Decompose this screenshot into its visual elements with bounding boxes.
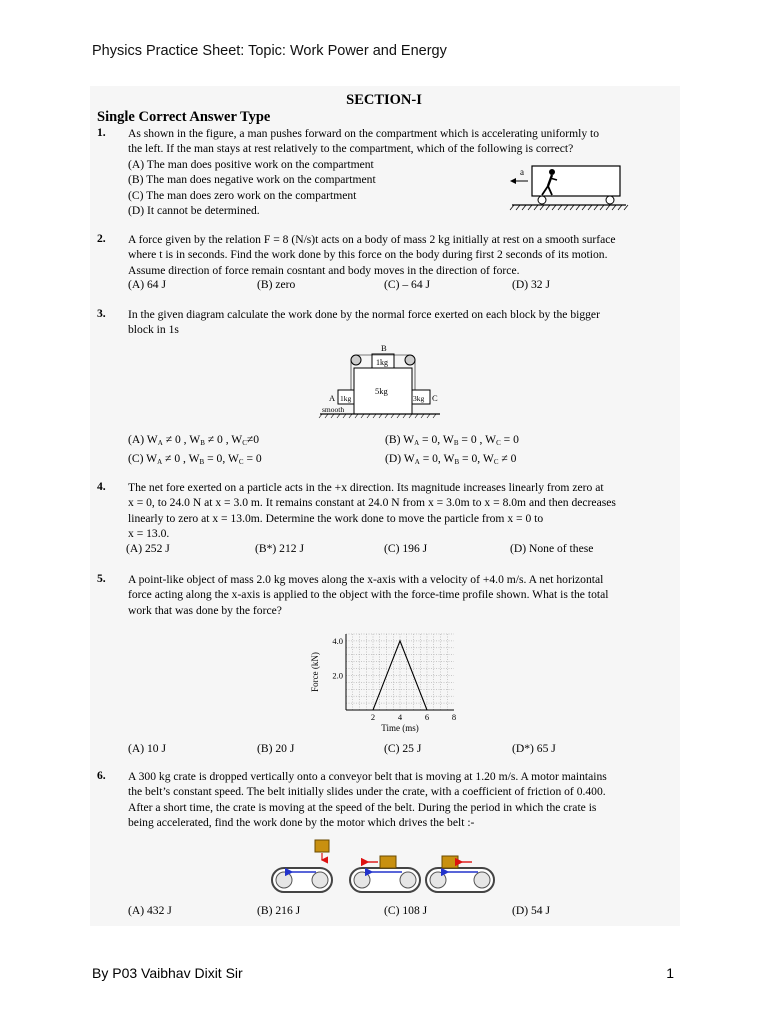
q4-option-b: (B*) 212 J xyxy=(255,542,304,555)
footer-author: By P03 Vaibhav Dixit Sir xyxy=(92,965,243,981)
q5-option-d: (D*) 65 J xyxy=(512,742,556,755)
q6-line1: A 300 kg crate is dropped vertically onto a conveyor belt that is moving at 1.20 m/s. A motor maintains xyxy=(128,770,607,783)
crate-dropping xyxy=(315,840,329,852)
q3-line1: In the given diagram calculate the work done by the normal force exerted on each block by the bigger xyxy=(128,308,600,321)
pulley-left xyxy=(351,355,361,365)
wheel-right xyxy=(606,196,614,204)
q2-line2: where t is in seconds. Find the work done by this force on the body during first 2 seconds of its motion. xyxy=(128,248,608,261)
q6-line3: After a short time, the crate is moving at the speed of the belt. During the period in which the crate is xyxy=(128,801,597,814)
crate-on-belt-3 xyxy=(442,856,458,868)
q2-number: 2. xyxy=(97,232,106,245)
mass-b: 1kg xyxy=(376,358,388,367)
question-type-heading: Single Correct Answer Type xyxy=(97,109,271,125)
wheel-left xyxy=(538,196,546,204)
q1-option-d: (D) It cannot be determined. xyxy=(128,204,260,217)
pulley-right xyxy=(405,355,415,365)
mass-a: 1kg xyxy=(340,394,352,403)
chart-grid xyxy=(346,634,454,710)
q3-option-a: (A) $W_A \ne 0$ , $W_B \ne 0$ , $W_C\ne 0$ xyxy=(128,433,260,447)
mass-c: 3kg xyxy=(413,394,425,403)
section-title: SECTION-I xyxy=(346,92,422,108)
q4-line3: linearly to zero at x = 13.0m. Determine the work done to move the particle from x = 0 to xyxy=(128,512,544,525)
q2-option-d: (D) 32 J xyxy=(512,278,550,291)
label-b: B xyxy=(381,343,387,353)
q4-line2: x = 0, to 24.0 N at x = 3.0 m. It remains constant at 24.0 N from x = 3.0m to x = 8.0m and then decreases xyxy=(128,496,616,509)
q5-line2: force acting along the x-axis is applied to the object with the force-time profile shown. What is the total xyxy=(128,588,609,601)
y-tick-label: 4.0 xyxy=(332,635,343,646)
q4-number: 4. xyxy=(97,480,106,493)
mass-big: 5kg xyxy=(375,386,388,396)
x-tick-label: 8 xyxy=(451,712,457,722)
q3-line2: block in 1s xyxy=(128,323,179,336)
q4-option-d: (D) None of these xyxy=(510,542,594,555)
q4-option-c: (C) 196 J xyxy=(384,542,428,555)
q1-number: 1. xyxy=(97,126,106,139)
label-a: A xyxy=(329,393,336,403)
q4-line4: x = 13.0. xyxy=(128,527,170,540)
q1-option-c: (C) The man does zero work on the compartment xyxy=(128,189,357,202)
q3-option-c: (C) $W_A \ne 0$ , $W_B = 0$, $W_C = 0$ xyxy=(128,452,262,466)
q6-conveyor-figure xyxy=(266,836,498,896)
x-tick-label: 6 xyxy=(424,712,430,722)
q6-option-c: (C) 108 J xyxy=(384,904,428,917)
q3-blocks-figure xyxy=(318,340,446,424)
q6-option-a: (A) 432 J xyxy=(128,904,172,917)
q1-option-a: (A) The man does positive work on the compartment xyxy=(128,158,374,171)
y-tick-label: 2.0 xyxy=(332,670,343,681)
q1-option-b: (B) The man does negative work on the compartment xyxy=(128,173,376,186)
ground-hatch xyxy=(510,205,628,210)
x-tick-label: 2 xyxy=(370,712,376,722)
q6-option-b: (B) 216 J xyxy=(257,904,301,917)
smooth-label: smooth xyxy=(322,405,345,414)
q6-number: 6. xyxy=(97,769,106,782)
q2-option-c: (C) – 64 J xyxy=(384,278,431,291)
crate-on-belt-2 xyxy=(380,856,396,868)
y-axis-label: Force (kN) xyxy=(310,652,320,692)
q5-number: 5. xyxy=(97,572,106,585)
q5-line3: work that was done by the force? xyxy=(128,604,282,617)
force-time-chart xyxy=(306,628,462,736)
q3-option-d: (D) $W_A = 0$, $W_B = 0$, $W_C \ne 0$ xyxy=(385,452,517,466)
page-number: 1 xyxy=(666,965,674,981)
q2-option-b: (B) zero xyxy=(257,278,296,291)
x-tick-label: 4 xyxy=(397,712,403,722)
q3-number: 3. xyxy=(97,307,106,320)
q5-option-a: (A) 10 J xyxy=(128,742,166,755)
x-axis-label: Time (ms) xyxy=(381,723,419,733)
q5-option-b: (B) 20 J xyxy=(257,742,295,755)
page-header: Physics Practice Sheet: Topic: Work Power and Energy xyxy=(92,43,447,59)
q2-line1: A force given by the relation F = 8 (N/s)t acts on a body of mass 2 kg initially at rest on a smooth surface xyxy=(128,233,616,246)
conveyor-belt-2 xyxy=(350,868,420,892)
q6-line4: being accelerated, find the work done by the motor which drives the belt :- xyxy=(128,816,475,829)
q1-line1: As shown in the figure, a man pushes forward on the compartment which is accelerating uniformly to xyxy=(128,127,600,140)
q4-option-a: (A) 252 J xyxy=(126,542,170,555)
q5-line1: A point-like object of mass 2.0 kg moves along the x-axis with a velocity of +4.0 m/s. A net horizontal xyxy=(128,573,604,586)
q2-option-a: (A) 64 J xyxy=(128,278,166,291)
q1-line2: the left. If the man stays at rest relatively to the compartment, which of the following is correct? xyxy=(128,142,574,155)
conveyor-belt-3 xyxy=(426,868,494,892)
label-c: C xyxy=(432,393,438,403)
q6-line2: the belt’s constant speed. The belt initially slides under the crate, with a coefficient of friction of 0.400. xyxy=(128,785,606,798)
q5-option-c: (C) 25 J xyxy=(384,742,422,755)
floor-hatch xyxy=(319,414,436,418)
q3-option-b: (B) $W_A = 0$, $W_B = 0$ , $W_C = 0$ xyxy=(385,433,519,447)
q6-option-d: (D) 54 J xyxy=(512,904,550,917)
q2-line3: Assume direction of force remain cosntant and body moves in the direction of force. xyxy=(128,264,520,277)
conveyor-belt-1 xyxy=(272,868,332,892)
acceleration-label: a xyxy=(520,167,524,177)
q4-line1: The net fore exerted on a particle acts in the +x direction. Its magnitude increases linearly from zero at xyxy=(128,481,604,494)
q1-compartment-figure xyxy=(508,162,630,214)
